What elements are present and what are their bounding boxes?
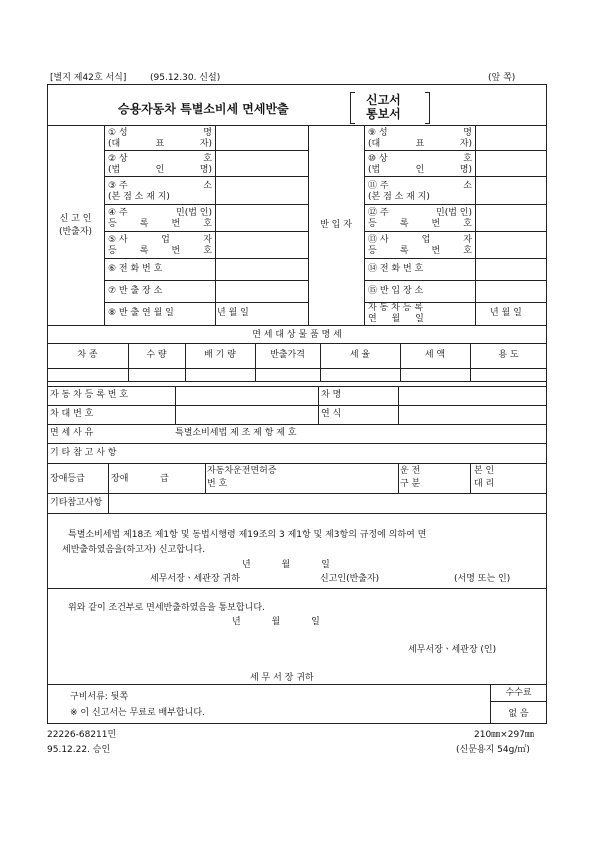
col-purpose: 용 도	[498, 350, 519, 360]
form-code: 22226-68211민	[47, 730, 117, 740]
title-bracket	[350, 92, 430, 122]
field-name-sublabel: (대 표 자)	[108, 139, 212, 149]
field-address-label: ③ 주 소	[108, 181, 212, 191]
body-no-label: 차 대 번 호	[50, 409, 94, 419]
license-no-label-1: 자동차운전면허증	[207, 466, 277, 476]
importer-resident-no-label: ⑫ 주 민(법 인)	[368, 208, 472, 218]
col-price: 반출가격	[270, 350, 305, 360]
field-phone-label: ⑥ 전 화 번 호	[108, 264, 163, 274]
title-option-notice: 통보서	[366, 107, 401, 121]
importer-group-label: 반 입 자	[320, 220, 352, 230]
importer-business-no-sublabel: 등 록 번 호	[368, 246, 472, 256]
col-tax-rate: 세 율	[349, 350, 371, 360]
importer-company-sublabel: (법 인 명)	[368, 165, 472, 175]
declaration-date: 년 월 일	[242, 560, 330, 570]
reporter-group-label: 신 고 인	[59, 214, 92, 224]
declaration-line-2: 세반출하였음을(하고자) 신고합니다.	[62, 545, 206, 555]
importer-address-sublabel: (본 점 소 재 지)	[368, 192, 430, 202]
col-car-type: 차 종	[77, 350, 98, 360]
field-business-no-label: ⑤ 사 업 자	[108, 235, 212, 245]
importer-company-label: ⑩ 상 호	[368, 154, 472, 164]
paper-type: (신문용지 54g/㎡)	[456, 745, 530, 755]
importer-registration-label: 자 동 차 등 록	[368, 303, 423, 313]
importer-name-label: ⑨ 성 명	[368, 128, 472, 138]
field-name-label: ① 성 명	[108, 128, 212, 138]
notice-issuer: 세무서장ㆍ세관장 (인)	[408, 645, 497, 655]
field-company-label: ② 상 호	[108, 154, 212, 164]
notice-addressee: 세 무 서 장 귀하	[250, 673, 314, 683]
importer-resident-no-sublabel: 등 록 번 호	[368, 219, 472, 229]
page-side-label: (앞 쪽)	[488, 73, 516, 83]
disability-grade-label: 장애등급	[50, 474, 85, 484]
form-outer-border	[47, 84, 547, 724]
approval-date: 95.12.22. 승인	[47, 745, 111, 755]
car-name-label: 차 명	[321, 390, 342, 400]
importer-address-label: ⑪ 주 소	[368, 181, 472, 191]
importer-registration-sublabel: 연 월 일	[368, 314, 430, 324]
fee-value: 없 음	[508, 709, 529, 719]
field-resident-no-label: ④ 주 민(법 인)	[108, 208, 212, 218]
proxy-option: 대 리	[474, 479, 495, 489]
reg-no-label: 자 동 차 등 록 번 호	[50, 390, 129, 400]
field-address-sublabel: (본 점 소 재 지)	[108, 192, 170, 202]
license-no-label-2: 번 호	[207, 479, 228, 489]
field-ship-date-label: ⑧ 반 출 연 월 일	[108, 308, 174, 318]
paper-size: 210㎜×297㎜	[474, 730, 534, 740]
importer-phone-label: ⑭ 전 화 번 호	[368, 264, 424, 274]
field-business-no-sublabel: 등 록 번 호	[108, 246, 212, 256]
notice-date: 년 월 일	[232, 617, 320, 627]
form-number: [별지 제42호 서식]	[50, 73, 127, 83]
declaration-reporter: 신고인(반출자)	[320, 574, 380, 584]
col-tax-amount: 세 액	[424, 350, 446, 360]
field-resident-no-sublabel: 등 록 번 호	[108, 219, 212, 229]
driver-label-1: 운 전	[400, 466, 421, 476]
form-date-note: (95.12.30. 신설)	[150, 73, 221, 83]
importer-business-no-label: ⑬ 사 업 자	[368, 235, 472, 245]
form-title: 승용자동차 특별소비세 면세반출	[118, 102, 289, 116]
driver-label-2: 구 분	[400, 479, 421, 489]
free-distribution-note: ※ 이 신고서는 무료로 배부합니다.	[70, 708, 205, 718]
importer-date-value: 년 월 일	[490, 308, 522, 318]
disability-label: 장애	[111, 474, 129, 484]
declaration-addressee: 세무서장ㆍ세관장 귀하	[150, 574, 240, 584]
notice-line-1: 위와 같이 조건부로 면세반출하였음을 통보합니다.	[68, 603, 265, 613]
required-docs: 구비서류: 뒷쪽	[70, 692, 129, 702]
principal-option: 본 인	[474, 466, 495, 476]
items-heading: 면 세 대 상 물 품 명 세	[252, 330, 342, 340]
model-year-label: 연 식	[321, 409, 342, 419]
field-ship-place-label: ⑦ 반 출 장 소	[108, 286, 163, 296]
reason-label: 면 세 사 유	[50, 428, 94, 438]
fee-label: 수수료	[505, 688, 532, 698]
other-ref-label: 기 타 참 고 사 항	[50, 448, 117, 458]
importer-place-label: ⑮ 반 입 장 소	[368, 286, 424, 296]
importer-name-sublabel: (대 표 자)	[368, 139, 472, 149]
col-displacement: 배 기 량	[204, 350, 236, 360]
title-option-report: 신고서	[366, 93, 401, 107]
ship-date-value: 년 월 일	[217, 308, 249, 318]
other-ref2-label: 기타참고사항	[50, 498, 103, 508]
declaration-line-1: 특별소비세법 제18조 제1항 및 동법시행령 제19조의 3 제1항 및 제3항의 규정에 의하여 면	[68, 530, 427, 540]
disability-suffix: 급	[160, 474, 169, 484]
col-quantity: 수 량	[146, 350, 167, 360]
reporter-group-sublabel: (반출자)	[58, 227, 93, 237]
declaration-signature: (서명 또는 인)	[454, 574, 511, 584]
reason-value: 특별소비세법 제 조 제 항 제 호	[175, 428, 297, 438]
field-company-sublabel: (법 인 명)	[108, 165, 212, 175]
